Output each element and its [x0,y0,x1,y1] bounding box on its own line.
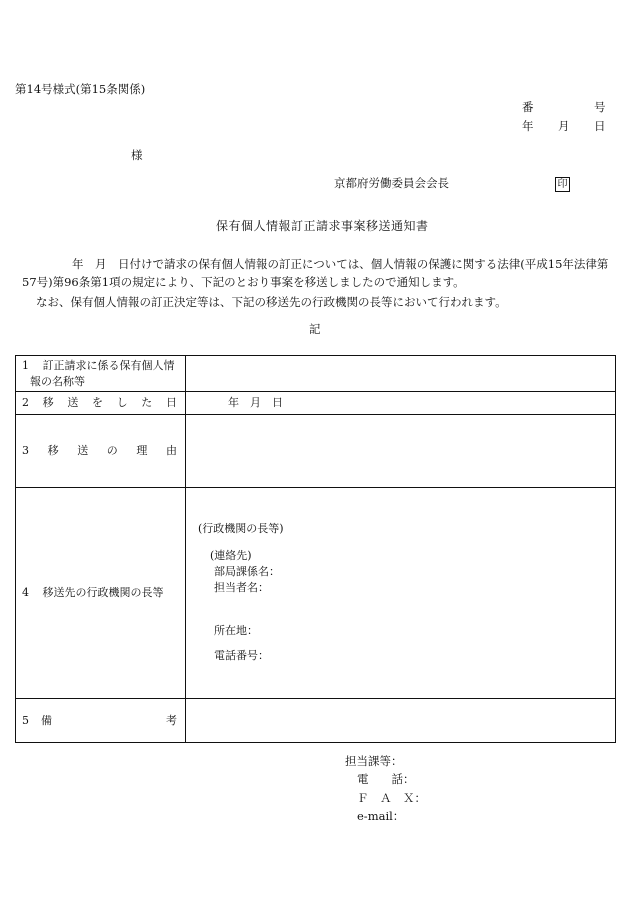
day-label: 日 [594,119,606,133]
table-row [16,356,616,392]
row-value-transfer-reason [186,415,616,488]
contact-fax: Ｆ Ａ Ｘ： [357,790,426,805]
details-table [15,355,616,743]
year-label: 年 [522,119,534,133]
ban-label: 番 [522,100,534,114]
row-value-item-name [186,356,616,392]
row-label-transfer-date: 2 移 送 を し た 日 [16,392,186,415]
contact-phone: 電 話： [357,772,415,787]
contact-block [345,752,426,826]
month-label: 月 [558,119,570,133]
row-value-remarks [186,699,616,743]
row-label-item-name: 1 訂正請求に係る保有個人情 報の名称等 [16,356,186,392]
row-label-remarks: 5 備 考 [16,699,186,743]
contact-email: e-mail： [357,809,405,824]
seal-stamp: 印 [555,177,570,192]
row-label-transfer-reason: 3 移 送 の 理 由 [16,415,186,488]
body-paragraph-1: 年 月 日付けで請求の保有個人情報の訂正については、個人情報の保護に関する法律(平成15年法律第57号)第96条第1項の規定により、下記のとおり事案を移送しましたので通知します。 [22,257,609,289]
seal-mark [555,176,570,192]
document-title: 保有個人情報訂正請求事案移送通知書 [216,219,429,233]
table-row [16,699,616,743]
row-value-destination-agency: (行政機関の長等) (連絡先) 部局課係名： 担当者名： 所在地： 電話番号： [186,488,616,699]
table-row [16,488,616,699]
form-number: 第14号様式(第15条関係) [15,82,146,96]
table-row [16,415,616,488]
body-paragraph-2: なお、保有個人情報の訂正決定等は、下記の移送先の行政機関の長等において行われます。 [36,295,507,309]
row-label-destination-agency: 4 移送先の行政機関の長等 [16,488,186,699]
go-label: 号 [594,100,606,114]
contact-section: 担当課等： [345,754,403,768]
sender-name: 京都府労働委員会会長 [334,176,449,190]
row-value-transfer-date: 年 月 日 [186,392,616,415]
table-row [16,392,616,415]
ki-heading: 記 [309,322,321,336]
addressee-suffix: 様 [131,148,143,162]
